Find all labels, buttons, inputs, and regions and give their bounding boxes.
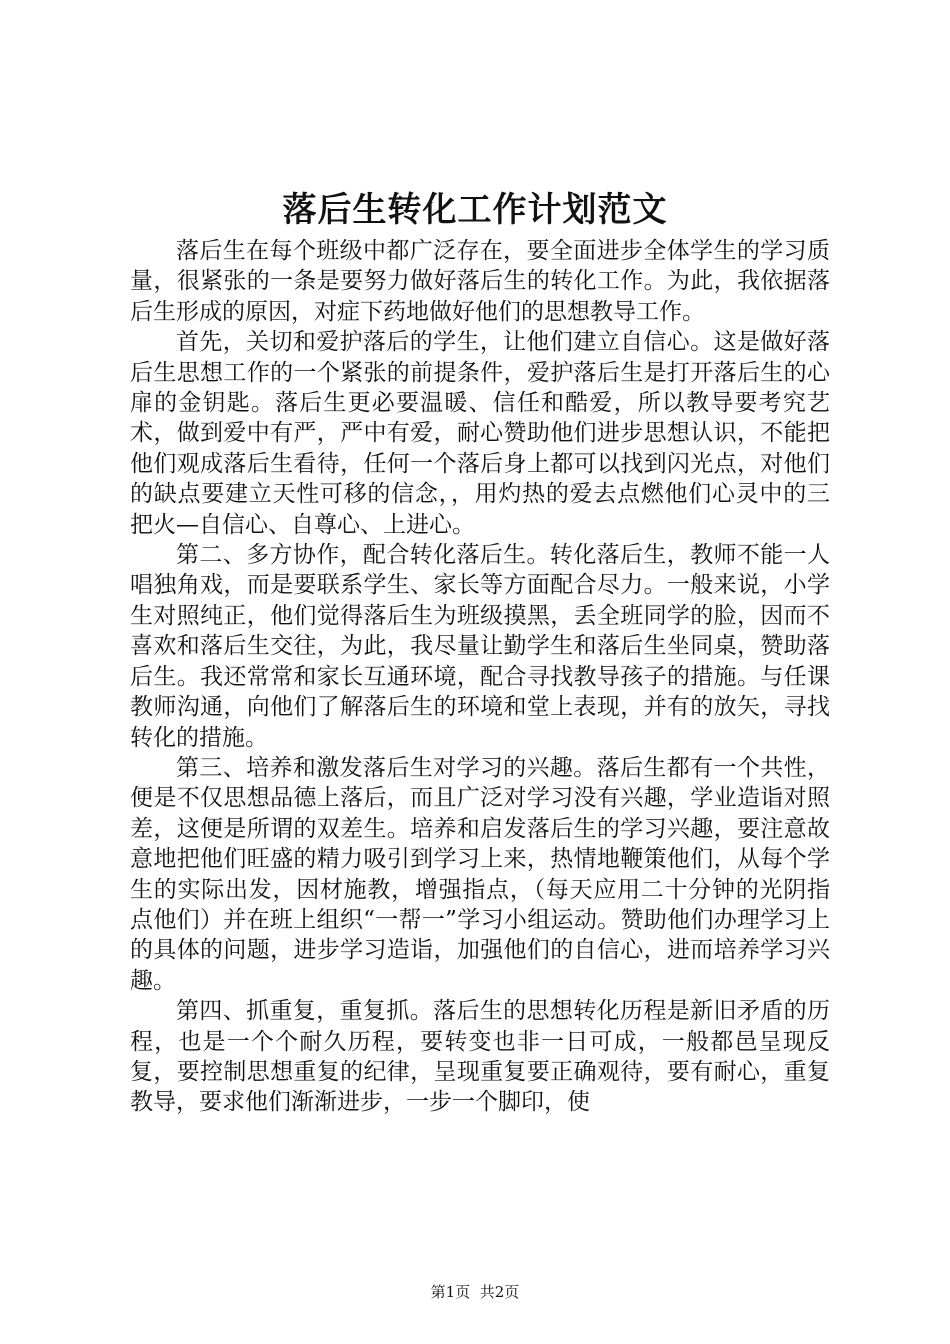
- document-title: 落后生转化工作计划范文: [282, 190, 668, 230]
- page-total: 共2页: [479, 1283, 520, 1301]
- footer-separator: [470, 1283, 480, 1301]
- page-number: 第1页: [430, 1283, 471, 1301]
- document-body: [130, 236, 830, 1118]
- paragraph-fourth: 第四、抓重复，重复抓。落后生的思想转化历程是新旧矛盾的历程，也是一个个耐久历程，要转变也非一日可成，一般都邑呈现反复，要控制思想重复的纪律，呈现重复要正确观待，要有耐心，重复教导，要求他们渐渐进步，一步一个脚印，使: [130, 998, 830, 1116]
- paragraph-third: 第三、培养和激发落后生对学习的兴趣。落后生都有一个共性，便是不仅思想品德上落后，而且广泛对学习没有兴趣，学业造诣对照差，这便是所谓的双差生。培养和启发落后生的学习兴趣，要注意故意地把他们旺盛的精力吸引到学习上来，热情地鞭策他们，从每个学生的实际出发，因材施教，增强指点，（每天应用二十分钟的光阴指点他们）并在班上组织“一帮一”学习小组运动。赞助他们办理学习上的具体的问题，进步学习造诣，加强他们的自信心，进而培养学习兴趣。: [130, 754, 830, 994]
- page-footer: [0, 1282, 950, 1302]
- paragraph-first: 首先，关切和爱护落后的学生，让他们建立自信心。这是做好落后生思想工作的一个紧张的前提条件，爱护落后生是打开落后生的心扉的金钥匙。落后生更必要温暖、信任和酷爱，所以教导要考究艺术，做到爱中有严，严中有爱，耐心赞助他们进步思想认识，不能把他们观成落后生看待，任何一个落后身上都可以找到闪光点，对他们的缺点要建立天性可移的信念，，用灼热的爱去点燃他们心灵中的三把火—自信心、自尊心、上进心。: [130, 329, 830, 538]
- paragraph-intro: 落后生在每个班级中都广泛存在，要全面进步全体学生的学习质量，很紧张的一条是要努力做好落后生的转化工作。为此，我依据落后生形成的原因，对症下药地做好他们的思想教导工作。: [130, 238, 830, 325]
- paragraph-second: 第二、多方协作，配合转化落后生。转化落后生，教师不能一人唱独角戏，而是要联系学生、家长等方面配合尽力。一般来说，小学生对照纯正，他们觉得落后生为班级摸黑，丢全班同学的脸，因而不喜欢和落后生交往，为此，我尽量让勤学生和落后生坐同桌，赞助落后生。我还常常和家长互通环境，配合寻找教导孩子的措施。与任课教师沟通，向他们了解落后生的环境和堂上表现，并有的放矢，寻找转化的措施。: [130, 542, 830, 751]
